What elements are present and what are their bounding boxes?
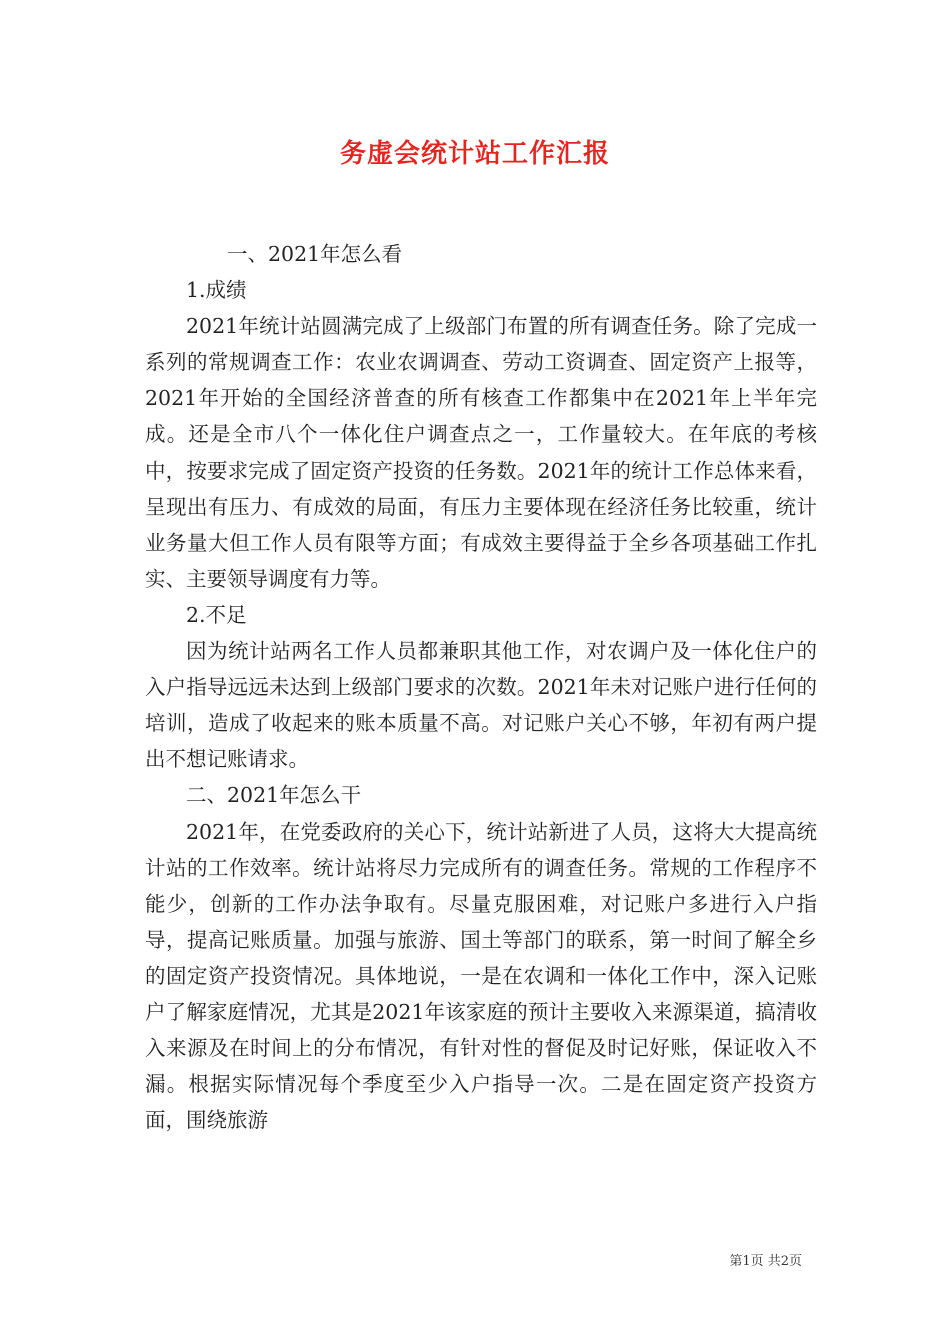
section-heading-2: 二、2021年怎么干 xyxy=(186,783,362,808)
section-heading-1: 一、2021年怎么看 xyxy=(227,242,403,266)
document-title: 务虚会统计站工作汇报 xyxy=(339,139,610,169)
subheading-achievements: 1.成绩 xyxy=(186,278,247,303)
paragraph-plan: 2021年，在党委政府的关心下，统计站新进了人员，这将大大提高统计站的工作效率。统计站将尽力完成所有的调查任务。常规的工作程序不能少，创新的工作办法争取有。尽量克服困难，对记账户多进行入户指导，提高记账质量。加强与旅游、国土等部门的联系，第一时间了解全乡的固定资产投资情况。具体地说，一是在农调和一体化工作中，深入记账户了解家庭情况，尤其是2021年该家庭的预计主要收入来源渠道，搞清收入来源及在时间上的分布情况，有针对性的督促及时记好账，保证收入不漏。根据实际情况每个季度至少入户指导一次。二是在固定资产投资方面，围绕旅游 xyxy=(145,819,817,1133)
paragraph-achievements: 2021年统计站圆满完成了上级部门布置的所有调查任务。除了完成一系列的常规调查工作：农业农调调查、劳动工资调查、固定资产上报等，2021年开始的全国经济普查的所有核查工作都集中在2021年上半年完成。还是全市八个一体化住户调查点之一，工作量较大。在年底的考核中，按要求完成了固定资产投资的任务数。2021年的统计工作总体来看，呈现出有压力、有成效的局面，有压力主要体现在经济任务比较重，统计业务量大但工作人员有限等方面；有成效主要得益于全乡各项基础工作扎实、主要领导调度有力等。 xyxy=(145,314,817,591)
paragraph-shortcomings: 因为统计站两名工作人员都兼职其他工作，对农调户及一体化住户的入户指导远远未达到上级部门要求的次数。2021年未对记账户进行任何的培训，造成了收起来的账本质量不高。对记账户关心不够，年初有两户提出不想记账请求。 xyxy=(145,639,817,772)
document-body xyxy=(145,236,817,1138)
subheading-shortcomings: 2.不足 xyxy=(186,602,247,627)
page-number: 第1页 共2页 xyxy=(729,1254,802,1269)
